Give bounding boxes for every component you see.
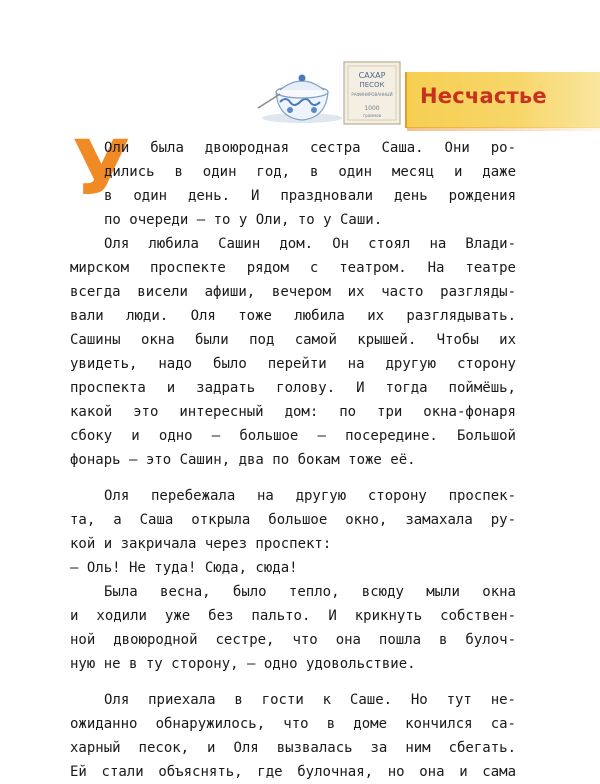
paragraph bbox=[70, 232, 516, 472]
text-line: вали люди. Оля тоже любила их разглядывать. bbox=[70, 308, 516, 324]
paragraph bbox=[70, 580, 516, 676]
text-line: в один день. И праздновали день рождения bbox=[104, 188, 516, 204]
paragraph bbox=[70, 136, 516, 232]
text-line: всегда висели афиши, вечером их часто разгляды- bbox=[70, 284, 516, 300]
text-line: ную не в ту сторону, — одно удовольствие. bbox=[70, 656, 416, 672]
text-line: Оля любила Сашин дом. Он стоял на Влади- bbox=[104, 236, 516, 252]
text-line: кой и закричала через проспект: bbox=[70, 536, 332, 552]
sugar-pack-line-2: ПЕСОК bbox=[359, 81, 385, 89]
sugar-pack-icon bbox=[344, 62, 400, 124]
text-line: Оли была двоюродная сестра Саша. Они ро- bbox=[104, 140, 516, 156]
text-line: сбоку и одно — большое — посередине. Большой bbox=[70, 428, 516, 444]
text-line: дились в один год, в один месяц и даже bbox=[104, 164, 516, 180]
text-line: проспекта и задрать голову. И тогда поймёшь, bbox=[70, 380, 516, 396]
text-line: та, а Саша открыла большое окно, замахала ру- bbox=[70, 512, 516, 528]
sugar-pack-line-3: РАФИНИРОВАННЫЙ bbox=[351, 92, 393, 97]
text-line: мирском проспекте рядом с театром. На театре bbox=[70, 260, 516, 276]
text-line: Ей стали объяснять, где булочная, но она и сама bbox=[70, 764, 516, 780]
text-line: увидеть, надо было перейти на другую сторону bbox=[70, 356, 516, 372]
drop-cap: У bbox=[72, 123, 131, 212]
text-line: Оля перебежала на другую сторону проспек- bbox=[104, 488, 516, 504]
text-line: ной двоюродной сестре, что она пошла в булоч- bbox=[70, 632, 516, 648]
text-line: какой это интересный дом: по три окна-фонаря bbox=[70, 404, 516, 420]
paragraph bbox=[70, 484, 516, 580]
paragraph bbox=[70, 688, 516, 784]
text-line: Была весна, было тепло, всюду мыли окна bbox=[104, 584, 516, 600]
sugar-pack-line-1: САХАР bbox=[358, 71, 386, 80]
dialogue-line: — Оль! Не туда! Сюда, сюда! bbox=[70, 560, 298, 576]
chapter-title-banner bbox=[405, 72, 600, 128]
sugar-pack-line-5: граммов bbox=[363, 113, 381, 118]
sugar-bowl-icon bbox=[258, 75, 342, 124]
text-line: Оля приехала в гости к Саше. Но тут не- bbox=[104, 692, 516, 708]
sugar-illustration bbox=[250, 50, 410, 130]
sugar-pack-line-4: 1000 bbox=[364, 105, 380, 112]
text-line: ожиданно обнаружилось, что в доме кончился са- bbox=[70, 716, 516, 732]
text-line: харный песок, и Оля вызвалась за ним сбегать. bbox=[70, 740, 516, 756]
text-line: фонарь — это Сашин, два по бокам тоже её. bbox=[70, 452, 416, 468]
story-text bbox=[70, 136, 516, 784]
text-line: Сашины окна были под самой крышей. Чтобы их bbox=[70, 332, 516, 348]
chapter-title: Несчастье bbox=[420, 84, 547, 108]
text-line: по очереди — то у Оли, то у Саши. bbox=[104, 212, 383, 228]
text-line: и ходили уже без пальто. И крикнуть собствен- bbox=[70, 608, 516, 624]
